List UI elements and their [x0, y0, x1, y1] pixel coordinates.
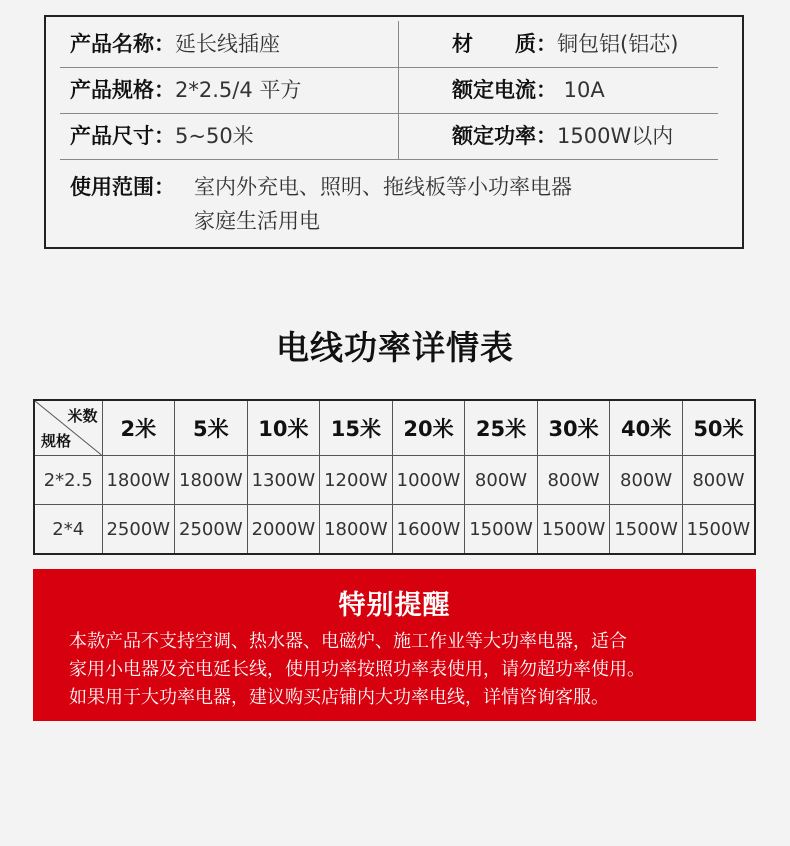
spec-product-size-spec	[70, 67, 301, 113]
spec-product-length	[70, 113, 254, 159]
power-cell: 1500W	[610, 505, 683, 555]
row-spec-label: 2*4	[34, 505, 102, 555]
power-cell: 1800W	[175, 456, 248, 505]
power-cell: 1200W	[320, 456, 393, 505]
length-header: 30米	[537, 400, 610, 456]
row-spec-label: 2*2.5	[34, 456, 102, 505]
length-header: 10米	[247, 400, 320, 456]
power-cell: 1600W	[392, 505, 465, 555]
spec-rated-power	[452, 113, 673, 159]
power-cell: 1500W	[682, 505, 755, 555]
length-header: 40米	[610, 400, 683, 456]
power-cell: 1000W	[392, 456, 465, 505]
table-row	[34, 505, 755, 555]
spec-rated-current	[452, 67, 605, 113]
notice-line: 家用小电器及充电延长线，使用功率按照功率表使用，请勿超功率使用。	[69, 659, 645, 680]
power-cell: 1800W	[320, 505, 393, 555]
corner-label-length: 米数	[67, 407, 98, 425]
spec-value: 5~50米	[175, 124, 254, 148]
spec-key: 产品名称：	[70, 32, 175, 56]
usage-line: 家庭生活用电	[194, 209, 320, 233]
power-cell: 2500W	[102, 505, 175, 555]
spec-key: 产品规格：	[70, 78, 175, 102]
spec-product-name	[70, 21, 280, 67]
spec-value: 铜包铝(铝芯)	[557, 32, 679, 56]
length-header: 50米	[682, 400, 755, 456]
spec-material	[452, 21, 678, 67]
usage-line: 室内外充电、照明、拖线板等小功率电器	[194, 175, 572, 199]
spec-key: 额定电流：	[452, 78, 557, 102]
length-header: 2米	[102, 400, 175, 456]
spec-key: 使用范围：	[70, 175, 175, 199]
length-header: 5米	[175, 400, 248, 456]
table-row	[34, 456, 755, 505]
power-cell: 1300W	[247, 456, 320, 505]
spec-value: 2*2.5/4 平方	[175, 78, 302, 102]
power-cell: 800W	[537, 456, 610, 505]
table-corner-cell	[34, 400, 102, 456]
power-cell: 800W	[610, 456, 683, 505]
power-table	[33, 399, 756, 555]
power-cell: 800W	[682, 456, 755, 505]
power-table-title: 电线功率详情表	[276, 328, 514, 367]
product-spec-box	[44, 15, 744, 249]
table-header-row	[34, 400, 755, 456]
spec-row	[60, 21, 718, 68]
power-cell: 1500W	[465, 505, 538, 555]
corner-label-spec: 规格	[41, 432, 72, 450]
power-cell: 2000W	[247, 505, 320, 555]
spec-row	[60, 67, 718, 114]
power-cell: 800W	[465, 456, 538, 505]
power-cell: 1800W	[102, 456, 175, 505]
length-header: 20米	[392, 400, 465, 456]
spec-value: 10A	[557, 78, 605, 102]
spec-key: 产品尺寸：	[70, 124, 175, 148]
special-notice-banner	[33, 569, 756, 721]
notice-line: 本款产品不支持空调、热水器、电磁炉、施工作业等大功率电器，适合	[69, 631, 627, 652]
spec-key: 材 质：	[452, 32, 557, 56]
length-header: 25米	[465, 400, 538, 456]
notice-title: 特别提醒	[338, 590, 451, 621]
spec-value: 1500W以内	[557, 124, 674, 148]
power-cell: 1500W	[537, 505, 610, 555]
spec-key: 额定功率：	[452, 124, 557, 148]
notice-line: 如果用于大功率电器，建议购买店铺内大功率电线，详情咨询客服。	[69, 687, 609, 708]
spec-row	[60, 113, 718, 160]
length-header: 15米	[320, 400, 393, 456]
spec-value: 延长线插座	[175, 32, 280, 56]
power-cell: 2500W	[175, 505, 248, 555]
